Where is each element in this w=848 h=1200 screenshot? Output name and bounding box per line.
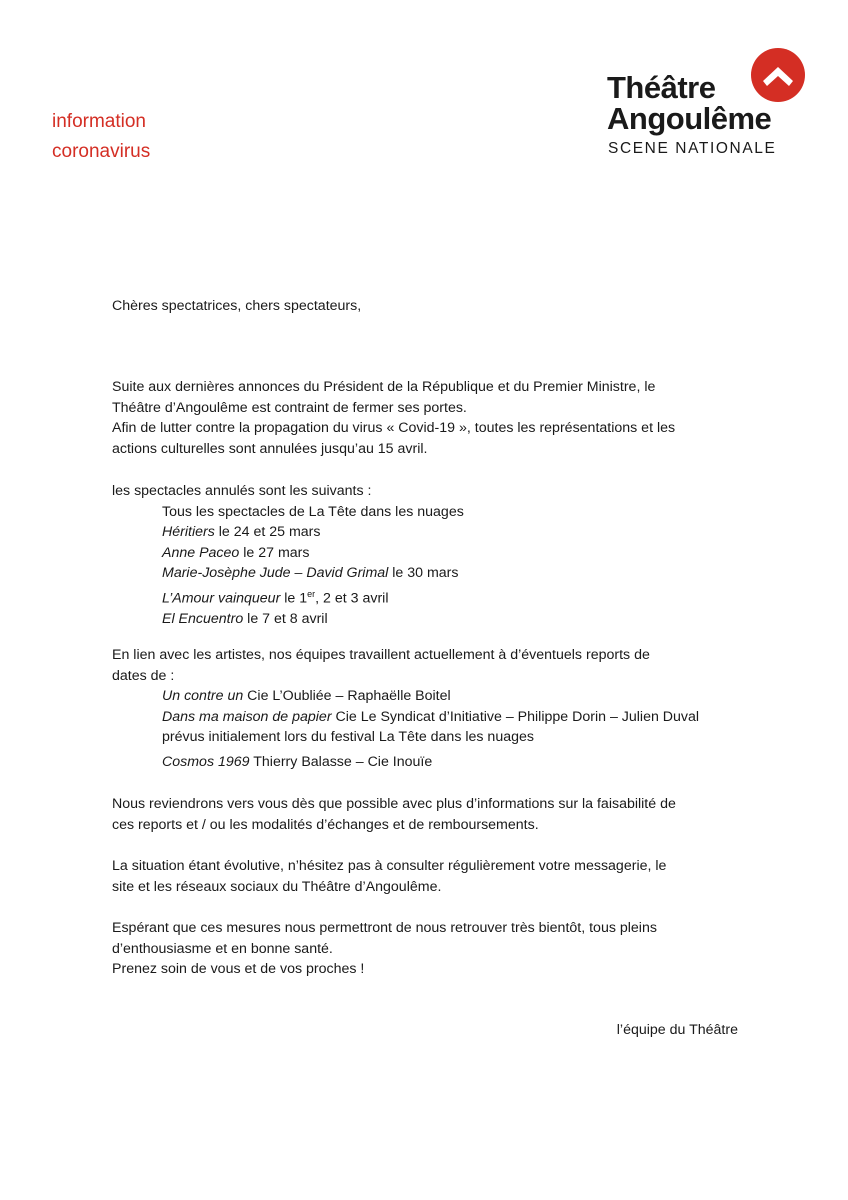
salutation — [112, 296, 738, 317]
para5-line1: Espérant que ces mesures nous permettront de nous retrouver très bientôt, tous pleins — [112, 920, 657, 936]
show-title: Anne Paceo — [162, 544, 240, 561]
list-item — [112, 686, 738, 707]
para3-line1: Nous reviendrons vers vous dès que possible avec plus d’informations sur la faisabilité de — [112, 796, 676, 812]
show-note: prévus initialement lors du festival La Tête dans les nuages — [162, 729, 534, 745]
para4-line2: site et les réseaux sociaux du Théâtre d’Angoulême. — [112, 878, 442, 895]
paragraph-closing — [112, 918, 738, 980]
show-title: L’Amour vainqueur — [162, 590, 281, 607]
show-title: Cosmos 1969 — [162, 753, 250, 770]
show-dates: le 1 — [280, 590, 308, 607]
para5-line2: d’enthousiasme et en bonne santé. — [112, 940, 333, 957]
chevron-logo-icon — [751, 48, 805, 102]
postponed-intro-line2: dates de : — [112, 667, 175, 684]
list-item — [112, 727, 738, 748]
cancelled-rest: Tous les spectacles de La Tête dans les nuages — [162, 503, 464, 520]
show-dates: le 24 et 25 mars — [214, 524, 321, 540]
list-item — [112, 543, 738, 564]
para1-line4: actions culturelles sont annulées jusqu’au 15 avril. — [112, 440, 428, 457]
logo-line-2: Angoulême — [607, 101, 772, 136]
list-item — [112, 707, 738, 728]
signature-text: l’équipe du Théâtre — [616, 1022, 738, 1038]
list-item — [112, 752, 738, 773]
show-title: El Encuentro — [162, 610, 244, 627]
tag-line-1: information — [52, 111, 146, 132]
show-dates-more: , 2 et 3 avril — [315, 590, 389, 607]
paragraph-followup — [112, 794, 738, 835]
list-item — [112, 502, 738, 523]
cancelled-list-section — [112, 481, 738, 629]
show-company: Cie L’Oubliée – Raphaëlle Boitel — [243, 688, 451, 704]
logo-line-1: Théâtre — [607, 70, 716, 105]
show-company: Thierry Balasse – Cie Inouïe — [249, 753, 433, 770]
para1-line1: Suite aux dernières annonces du Président de la République et du Premier Ministre, le — [112, 379, 656, 395]
list-item — [112, 609, 738, 630]
show-dates: le 30 mars — [388, 565, 459, 581]
paragraph-closure — [112, 377, 738, 459]
show-dates: le 7 et 8 avril — [243, 610, 328, 627]
para4-line1: La situation étant évolutive, n’hésitez pas à consulter régulièrement votre messagerie, le — [112, 858, 667, 874]
tag-line-2: coronavirus — [52, 141, 151, 162]
show-title: Dans ma maison de papier — [162, 708, 332, 725]
postponed-list-section — [112, 645, 738, 772]
ordinal-suffix: er — [307, 588, 316, 599]
cancelled-intro: les spectacles annulés sont les suivants : — [112, 483, 372, 499]
para1-line3: Afin de lutter contre la propagation du virus « Covid-19 », toutes les représentations et les — [112, 420, 676, 436]
theatre-logo — [605, 48, 805, 163]
paragraph-situation — [112, 856, 738, 897]
show-title: Un contre un — [162, 688, 244, 704]
postponed-intro-line1: En lien avec les artistes, nos équipes travaillent actuellement à d’éventuels reports de — [112, 647, 650, 663]
list-item — [112, 522, 738, 543]
logo-line-3: SCENE NATIONALE — [608, 140, 777, 157]
show-company: Cie Le Syndicat d’Initiative – Philippe Dorin – Julien Duval — [331, 708, 700, 725]
para1-line2: Théâtre d’Angoulême est contraint de fermer ses portes. — [112, 399, 467, 416]
para3-line2: ces reports et / ou les modalités d’échanges et de remboursements. — [112, 816, 539, 833]
show-dates: le 27 mars — [239, 544, 310, 561]
show-title: Marie-Josèphe Jude – David Grimal — [162, 565, 389, 581]
show-title: Héritiers — [162, 524, 215, 540]
para5-line3: Prenez soin de vous et de vos proches ! — [112, 961, 365, 977]
list-item — [112, 584, 738, 609]
list-item — [112, 563, 738, 584]
info-tag — [52, 107, 150, 167]
salutation-text: Chères spectatrices, chers spectateurs, — [112, 298, 362, 314]
signature — [112, 1020, 738, 1041]
